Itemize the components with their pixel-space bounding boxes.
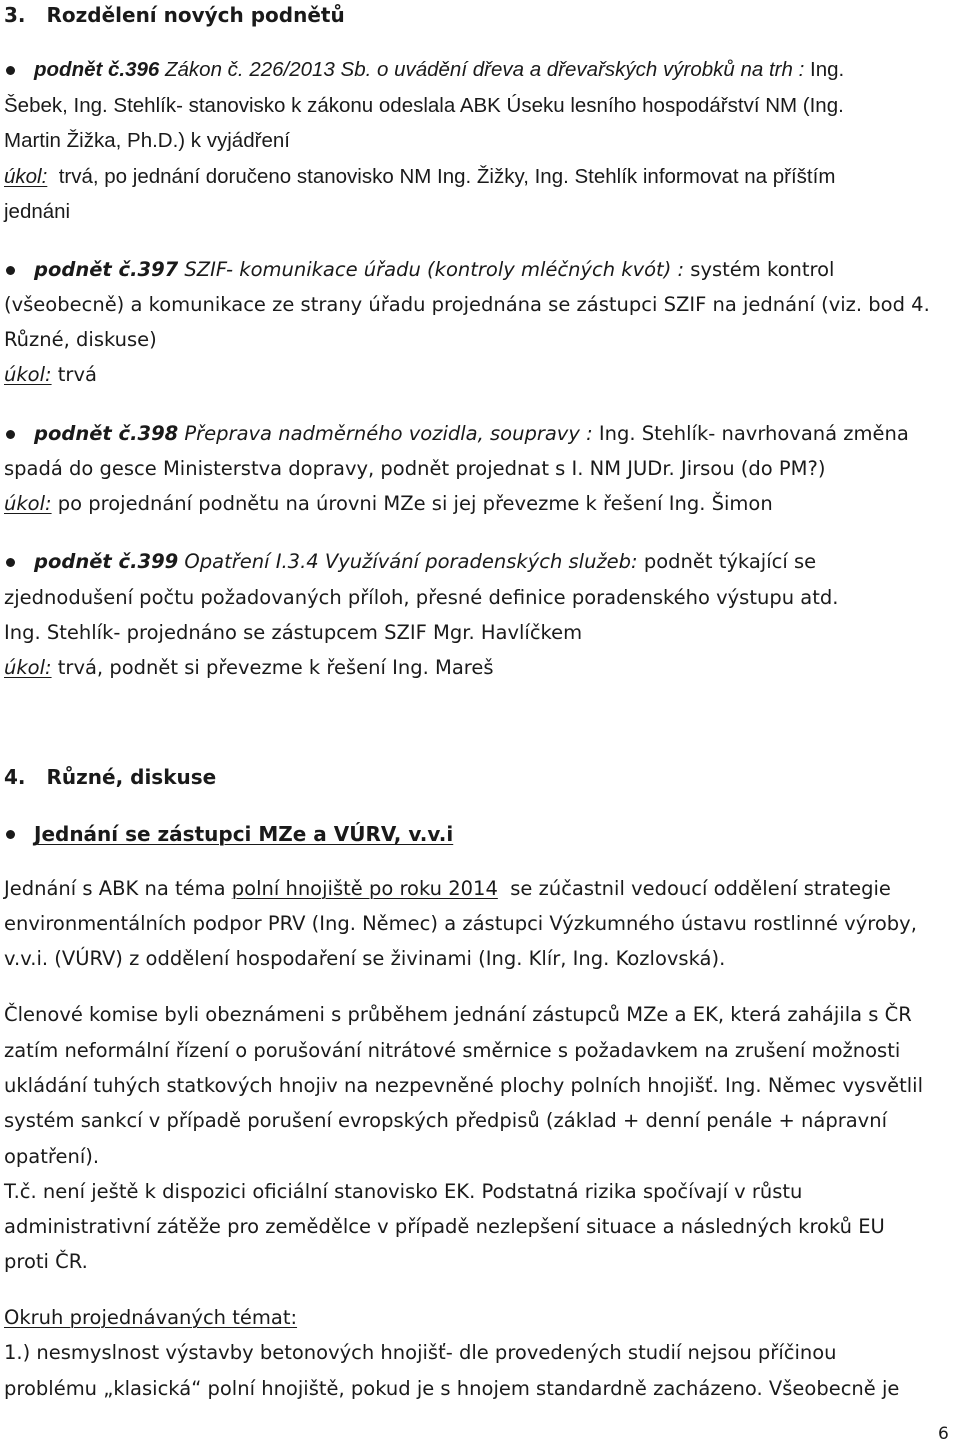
page-number: 6 bbox=[938, 1424, 949, 1444]
para-2-line-2: zatím neformální řízení o porušování nitrátové směrnice s požadavkem na zrušení možnosti bbox=[4, 1039, 901, 1062]
task-text: po projednání podnětu na úrovni MZe si jej převezme k řešení Ing. Šimon bbox=[51, 492, 773, 515]
para-1-text-b: se zúčastnil vedoucí oddělení strategie bbox=[497, 877, 891, 900]
bullet-icon bbox=[6, 558, 15, 567]
item-397-line-3: Různé, diskuse) bbox=[4, 328, 157, 351]
bullet-icon bbox=[6, 830, 15, 839]
item-397-line-2: (všeobecně) a komunikace ze strany úřadu projednána se zástupci SZIF na jednání (viz. bod 4. bbox=[4, 293, 930, 316]
para-3-line-1: T.č. není ještě k dispozici oficiální stanovisko EK. Podstatná rizika spočívají v růstu bbox=[4, 1180, 803, 1203]
para-1-text-a: Jednání s ABK na téma bbox=[4, 877, 232, 900]
bullet-icon bbox=[6, 430, 15, 439]
item-398-lead: podnět č.398 bbox=[34, 422, 179, 445]
item-397-lead: podnět č.397 bbox=[34, 258, 179, 281]
item-398-topic: Přeprava nadměrného vozidla, soupravy : bbox=[178, 422, 593, 445]
item-396-tail: Ing. bbox=[804, 58, 845, 81]
item-398-task bbox=[4, 491, 773, 517]
para-2-line-3: ukládání tuhých statkových hnojiv na nezpevněné plochy polních hnojišť. Ing. Němec vysvětlil bbox=[4, 1074, 924, 1097]
meeting-heading: Jednání se zástupci MZe a VÚRV, v.v.i bbox=[34, 822, 454, 846]
para-2-line-5: opatření). bbox=[4, 1145, 100, 1168]
section-title: Rozdělení nových podnětů bbox=[46, 3, 345, 27]
para-1-line-2: environmentálních podpor PRV (Ing. Němec) a zástupci Výzkumného ústavu rostlinné výroby, bbox=[4, 912, 917, 935]
item-398-line-1 bbox=[34, 421, 909, 447]
item-398-line-2: spadá do gesce Ministerstva dopravy, podnět projednat s I. NM JUDr. Jirsou (do PM?) bbox=[4, 457, 826, 480]
topic-line-1: 1.) nesmyslnost výstavby betonových hnojišť- dle provedených studií nejsou příčinou bbox=[4, 1341, 837, 1364]
section-4-heading bbox=[4, 764, 216, 790]
para-2-line-1: Členové komise byli obeznámeni s průběhem jednání zástupců MZe a EK, která zahájila s ČR bbox=[4, 1003, 912, 1026]
task-label: úkol: bbox=[4, 492, 52, 515]
section-number: 3. bbox=[4, 3, 26, 27]
item-397-line-1 bbox=[34, 257, 834, 283]
item-396-task bbox=[4, 164, 835, 190]
item-399-line-3: Ing. Stehlík- projednáno se zástupcem SZIF Mgr. Havlíčkem bbox=[4, 621, 583, 644]
item-399-tail: podnět týkající se bbox=[637, 550, 817, 573]
item-396-line-3: Martin Žižka, Ph.D.) k vyjádření bbox=[4, 129, 290, 152]
section-title: Různé, diskuse bbox=[46, 765, 217, 789]
item-397-topic: SZIF- komunikace úřadu (kontroly mléčných kvót) : bbox=[178, 258, 685, 281]
item-397-task bbox=[4, 362, 97, 388]
task-text: trvá, po jednání doručeno stanovisko NM Ing. Žižky, Ing. Stehlík informovat na příštím bbox=[47, 165, 836, 188]
task-label: úkol: bbox=[4, 363, 52, 386]
item-396-line-1 bbox=[34, 57, 844, 83]
item-399-line-2: zjednodušení počtu požadovaných příloh, přesné definice poradenského výstupu atd. bbox=[4, 586, 839, 609]
item-399-line-1 bbox=[34, 549, 816, 575]
task-label: úkol: bbox=[4, 656, 52, 679]
topic-line-2: problému „klasická“ polní hnojiště, pokud je s hnojem standardně zacházeno. Všeobecně je bbox=[4, 1377, 900, 1400]
item-398-tail: Ing. Stehlík- navrhovaná změna bbox=[592, 422, 909, 445]
item-399-topic: Opatření I.3.4 Využívání poradenských služeb: bbox=[178, 550, 638, 573]
section-3-heading bbox=[4, 2, 345, 28]
task-label: úkol: bbox=[4, 165, 48, 188]
item-396-lead: podnět č.396 bbox=[34, 58, 160, 81]
item-399-lead: podnět č.399 bbox=[34, 550, 179, 573]
item-396-line-2: Šebek, Ing. Stehlík- stanovisko k zákonu odeslala ABK Úseku lesního hospodářství NM (Ing. bbox=[4, 94, 844, 117]
task-text: trvá bbox=[51, 363, 97, 386]
item-397-tail: systém kontrol bbox=[684, 258, 835, 281]
para-1-underlined-topic: polní hnojiště po roku 2014 bbox=[231, 877, 498, 900]
bullet-icon bbox=[6, 66, 15, 75]
task-text: trvá, podnět si převezme k řešení Ing. Mareš bbox=[51, 656, 494, 679]
para-3-line-2: administrativní zátěže pro zemědělce v případě nezlepšení situace a následných kroků EU bbox=[4, 1215, 885, 1238]
para-1-line-1 bbox=[4, 876, 891, 902]
item-399-task bbox=[4, 655, 494, 681]
bullet-icon bbox=[6, 266, 15, 275]
section-number: 4. bbox=[4, 765, 26, 789]
item-396-task-line-2: jednáni bbox=[4, 200, 71, 223]
topics-heading: Okruh projednávaných témat: bbox=[4, 1306, 298, 1329]
item-396-topic: Zákon č. 226/2013 Sb. o uvádění dřeva a dřevařských výrobků na trh : bbox=[159, 58, 805, 81]
para-3-line-3: proti ČR. bbox=[4, 1250, 88, 1273]
para-2-line-4: systém sankcí v případě porušení evropských předpisů (základ + denní penále + nápravní bbox=[4, 1109, 888, 1132]
para-1-line-3: v.v.i. (VÚRV) z oddělení hospodaření se živinami (Ing. Klír, Ing. Kozlovská). bbox=[4, 947, 726, 970]
